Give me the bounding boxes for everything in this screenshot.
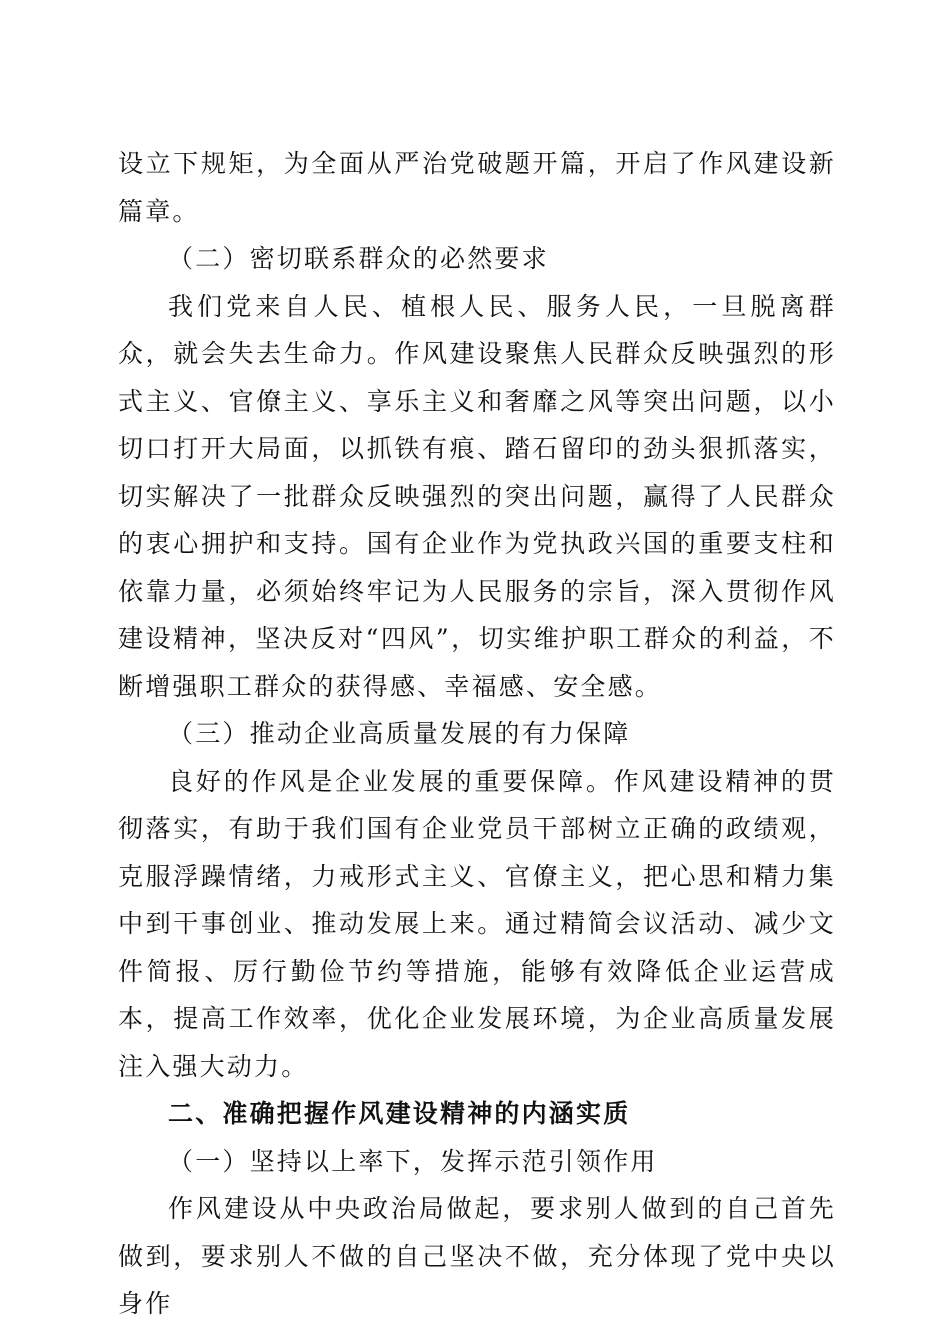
paragraph-close-ties-with-masses: 我们党来自人民、植根人民、服务人民，一旦脱离群众，就会失去生命力。作风建设聚焦人民群众反映强烈的形式主义、官僚主义、享乐主义和奢靡之风等突出问题，以小切口打开大局面，以抓铁有痕、踏石留印的劲头狠抓落实，切实解决了一批群众反映强烈的突出问题，赢得了人民群众的衷心拥护和支持。国有企业作为党执政兴国的重要支柱和依靠力量，必须始终牢记为人民服务的宗旨，深入贯彻作风建设精神，坚决反对“四风”，切实维护职工群众的利益，不断增强职工群众的获得感、幸福感、安全感。 [118, 291, 836, 701]
section-subheading-2-1: （一）坚持以上率下，发挥示范引领作用 [168, 1146, 658, 1176]
paragraph-continuation: 设立下规矩，为全面从严治党破题开篇，开启了作风建设新篇章。 [118, 149, 836, 226]
section-subheading-3: （三）推动企业高质量发展的有力保障 [168, 719, 631, 748]
section-subheading-2: （二）密切联系群众的必然要求 [168, 244, 549, 273]
section-heading-2: 二、准确把握作风建设精神的内涵实质 [168, 1099, 631, 1128]
paragraph-lead-by-example: 作风建设从中央政治局做起，要求别人做到的自己首先做到，要求别人不做的自己坚决不做，充分体现了党中央以身作 [118, 1194, 836, 1318]
document-body [118, 140, 836, 1328]
paragraph-high-quality-development: 良好的作风是企业发展的重要保障。作风建设精神的贯彻落实，有助于我们国有企业党员干部树立正确的政绩观，克服浮躁情绪，力戒形式主义、官僚主义，把心思和精力集中到干事创业、推动发展上来。通过精简会议活动、减少文件简报、厉行勤俭节约等措施，能够有效降低企业运营成本，提高工作效率，优化企业发展环境，为企业高质量发展注入强大动力。 [118, 766, 836, 1081]
